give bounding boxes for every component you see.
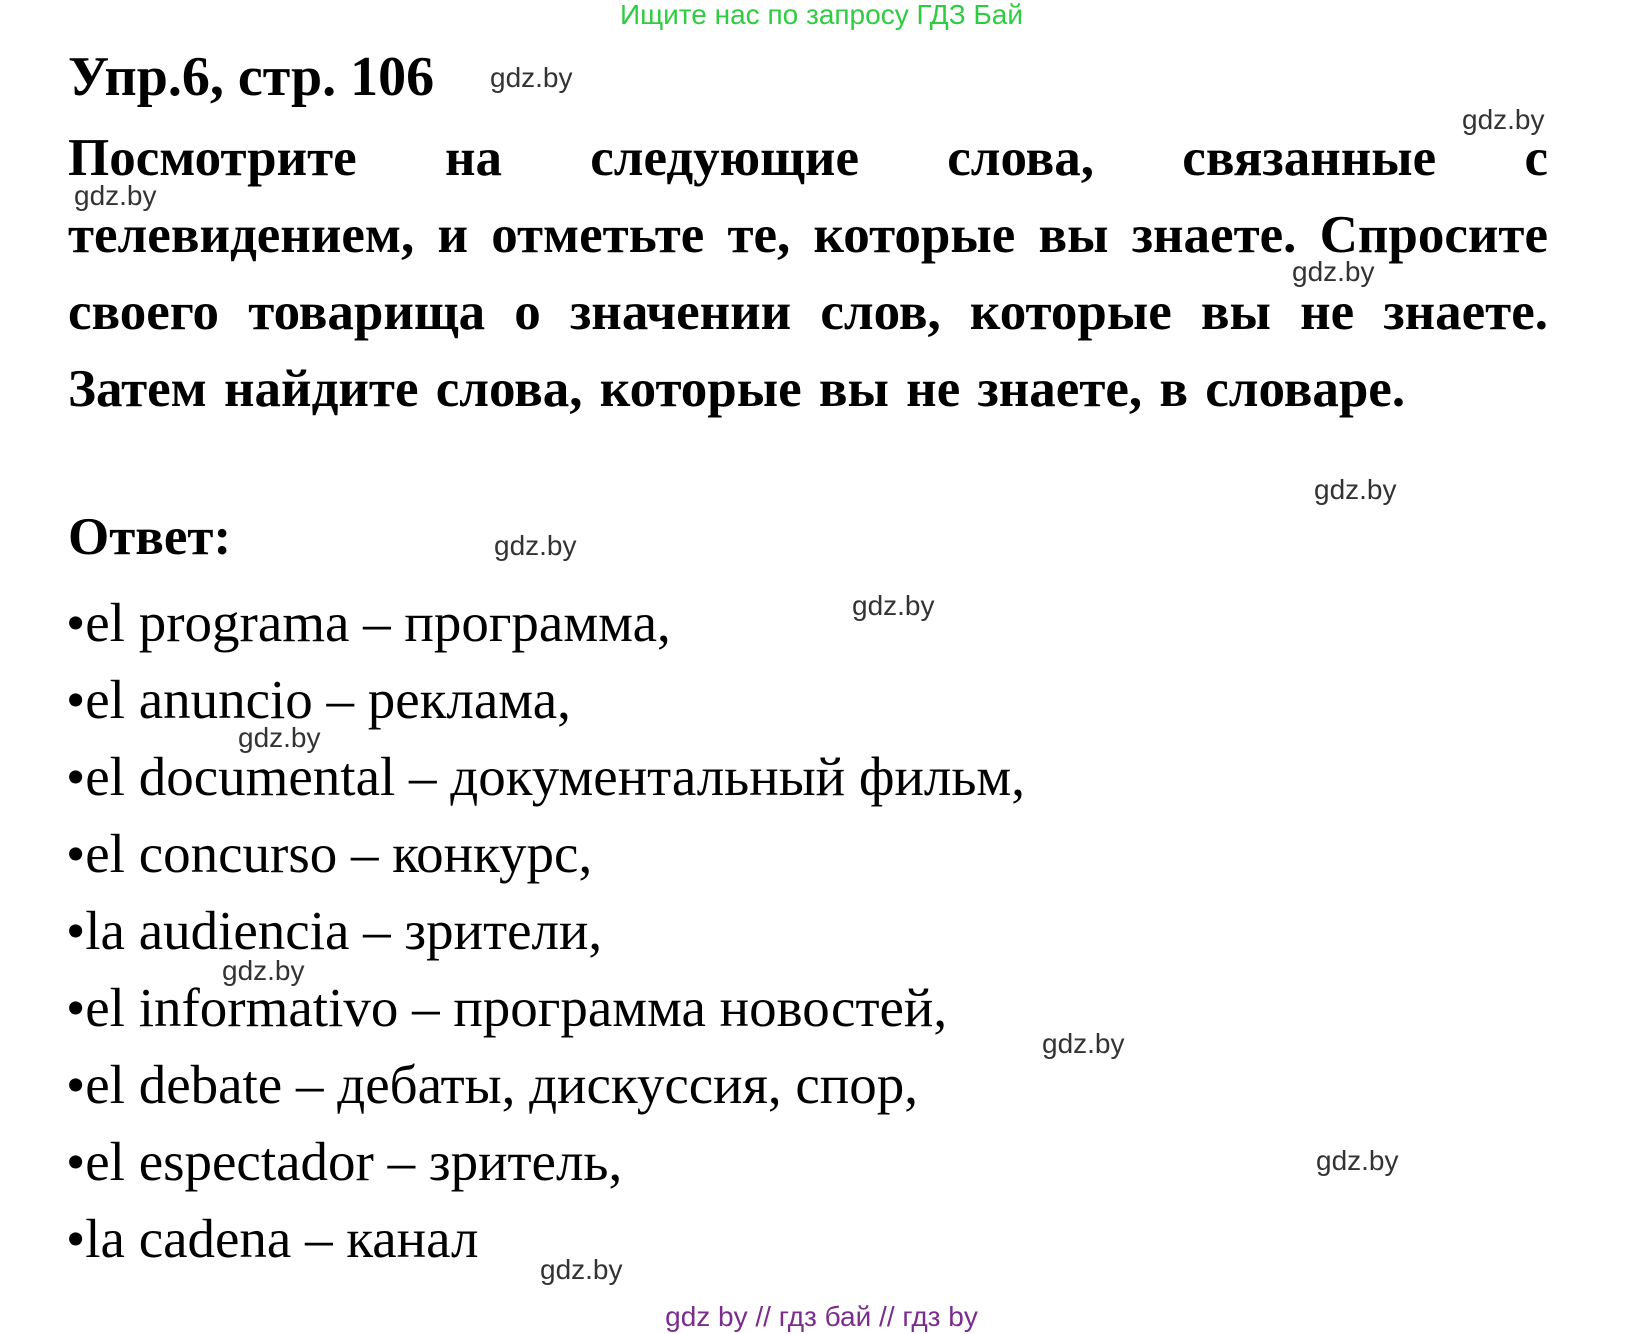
watermark: gdz.by	[1314, 474, 1397, 505]
watermark: gdz.by	[540, 1254, 623, 1285]
answer-item: •el anuncio – реклама,	[66, 669, 571, 730]
answer-item: •el concurso – конкурс,	[66, 823, 593, 884]
answer-label: Ответ:	[68, 508, 232, 566]
bottom-banner: gdz by // гдз бай // гдз by	[665, 1301, 978, 1332]
answer-item: •el debate – дебаты, дискуссия, спор,	[66, 1054, 918, 1115]
watermark: gdz.by	[74, 180, 157, 211]
answer-item: •la cadena – канал	[66, 1208, 479, 1269]
watermark: gdz.by	[1042, 1028, 1125, 1059]
watermark: gdz.by	[852, 590, 935, 621]
watermark: gdz.by	[1462, 104, 1545, 135]
answer-item: •el documental – документальный фильм,	[66, 746, 1025, 807]
watermark: gdz.by	[494, 530, 577, 561]
answer-item: •el programa – программа,	[66, 592, 671, 653]
watermark: gdz.by	[1316, 1145, 1399, 1176]
answer-item: •el informativo – программа новостей,	[66, 977, 948, 1038]
watermark: gdz.by	[222, 955, 305, 986]
answer-item: •el espectador – зритель,	[66, 1131, 623, 1192]
watermark: gdz.by	[490, 62, 573, 93]
task-text: Посмотрите на следующие слова, связанные с телевидением, и отметьте те, которые вы знаете. Спросите своего товарища о значении слов, которые вы не знаете. Затем найдите слова, которые вы не знаете, в словаре.	[68, 129, 1548, 418]
answer-list	[66, 584, 1025, 1277]
exercise-heading: Упр.6, стр. 106	[68, 46, 435, 108]
answer-item: •la audiencia – зрители,	[66, 900, 603, 961]
top-banner: Ищите нас по запросу ГДЗ Бай	[619, 0, 1024, 30]
watermark: gdz.by	[1292, 256, 1375, 287]
watermark: gdz.by	[238, 722, 321, 753]
